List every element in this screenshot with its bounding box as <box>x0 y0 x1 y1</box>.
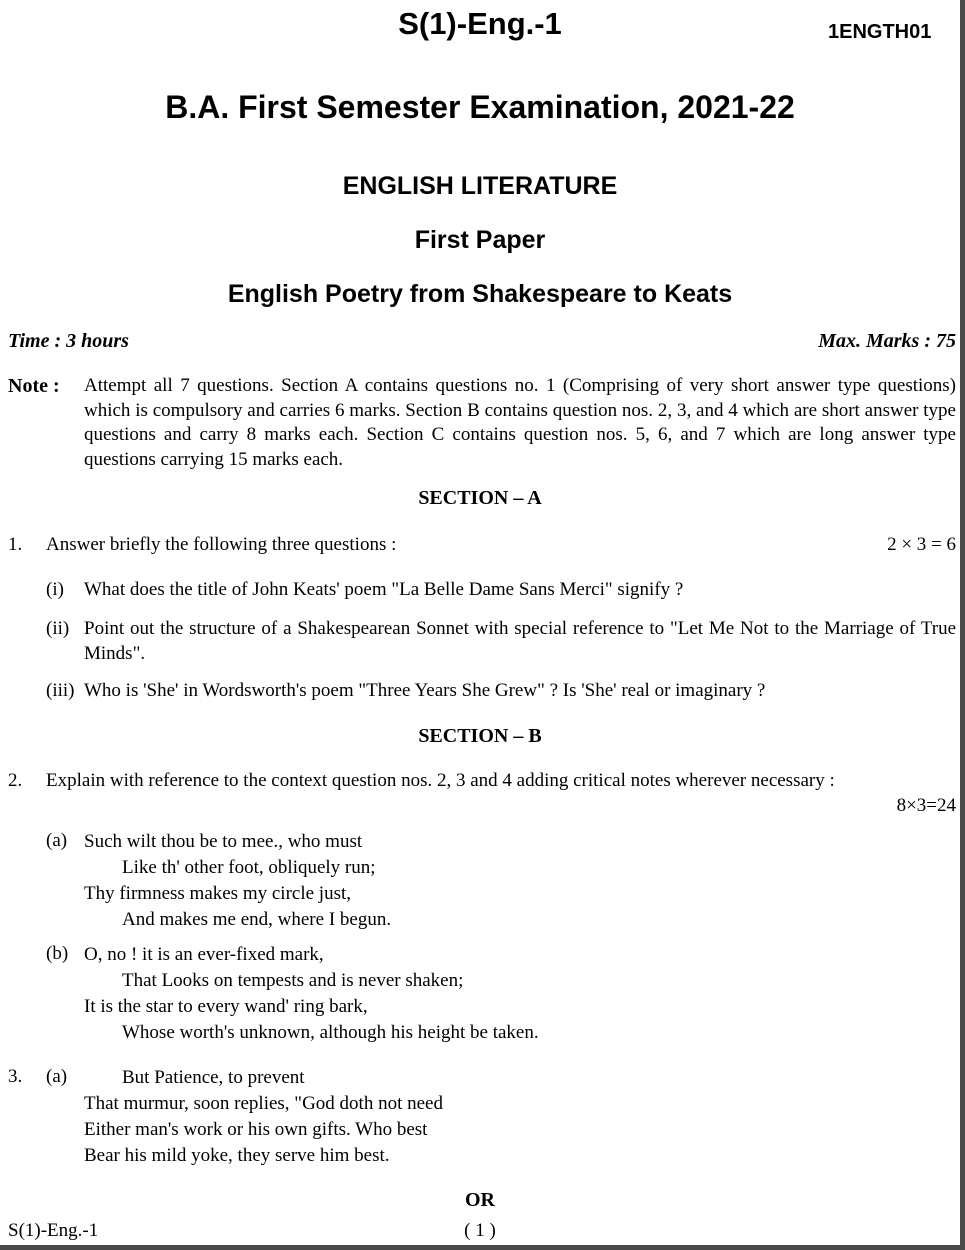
paper-code-title: S(1)-Eng.-1 <box>398 6 562 41</box>
q3-label: (a) <box>46 1066 68 1087</box>
paper-id: 1ENGTH01 <box>828 21 932 43</box>
poem-line: It is the star to every wand' ring bark, <box>84 996 368 1017</box>
q2a-label: (a) <box>46 830 68 851</box>
section-b-title: SECTION – B <box>418 725 542 747</box>
note-label: Note : <box>8 375 60 397</box>
q2a-poem <box>84 829 391 933</box>
note-text: Attempt all 7 questions. Section A contains questions no. 1 (Comprising of very short answer type questions) which is compulsory and carries 6 marks. Section B contains question nos. 2, 3, and 4 which are short answer type questions and carry 8 marks each. Section C contains question nos. 5, 6, and 7 which are long answer type questions carrying 15 marks each. <box>84 375 956 470</box>
or-separator: OR <box>465 1189 495 1211</box>
q2-number: 2. <box>8 770 23 791</box>
poem-line: That murmur, soon replies, "God doth not need <box>84 1093 443 1114</box>
poem-line: Whose worth's unknown, although his height be taken. <box>122 1022 539 1043</box>
poem-line: And makes me end, where I begun. <box>122 909 392 930</box>
q1-item-label: (iii) <box>46 680 75 701</box>
poem-line: Such wilt thou be to mee., who must <box>84 831 363 852</box>
poem-line: That Looks on tempests and is never shaken; <box>122 970 464 991</box>
subject-title: ENGLISH LITERATURE <box>342 172 618 200</box>
max-marks: Max. Marks : 75 <box>818 330 956 352</box>
footer-code: S(1)-Eng.-1 <box>8 1220 99 1241</box>
paper-title: First Paper <box>414 226 546 254</box>
page-number: ( 1 ) <box>464 1220 496 1241</box>
q2-marks: 8×3=24 <box>896 795 956 816</box>
time-allowed: Time : 3 hours <box>8 330 129 352</box>
poem-line: Like th' other foot, obliquely run; <box>122 857 376 878</box>
poem-line: Thy firmness makes my circle just, <box>84 883 351 904</box>
q1-marks: 2 × 3 = 6 <box>887 534 956 555</box>
poem-line: O, no ! it is an ever-fixed mark, <box>84 944 324 965</box>
poem-line: But Patience, to prevent <box>122 1067 305 1088</box>
q2b-poem <box>84 942 539 1046</box>
q2b-label: (b) <box>46 943 69 964</box>
q1-item-label: (i) <box>46 579 64 600</box>
q1-item-text: What does the title of John Keats' poem "La Belle Dame Sans Merci" signify ? <box>84 579 684 600</box>
q2-text: Explain with reference to the context question nos. 2, 3 and 4 adding critical notes wherever necessary : <box>46 770 835 791</box>
q1-text: Answer briefly the following three questions : <box>46 534 397 555</box>
course-title: English Poetry from Shakespeare to Keats <box>227 280 733 308</box>
poem-line: Either man's work or his own gifts. Who best <box>84 1119 428 1140</box>
q1-item-text: Point out the structure of a Shakespearean Sonnet with special reference to "Let Me Not to the Marriage of True Minds". <box>84 618 956 664</box>
q3-poem <box>84 1065 443 1169</box>
poem-line: Bear his mild yoke, they serve him best. <box>84 1145 390 1166</box>
q1-number: 1. <box>8 534 23 555</box>
q1-item-label: (ii) <box>46 618 70 639</box>
q1-item-text: Who is 'She' in Wordsworth's poem "Three Years She Grew" ? Is 'She' real or imaginary ? <box>84 680 766 701</box>
exam-title: B.A. First Semester Examination, 2021-22 <box>165 89 795 125</box>
section-a-title: SECTION – A <box>418 487 542 509</box>
q3-number: 3. <box>8 1066 23 1087</box>
